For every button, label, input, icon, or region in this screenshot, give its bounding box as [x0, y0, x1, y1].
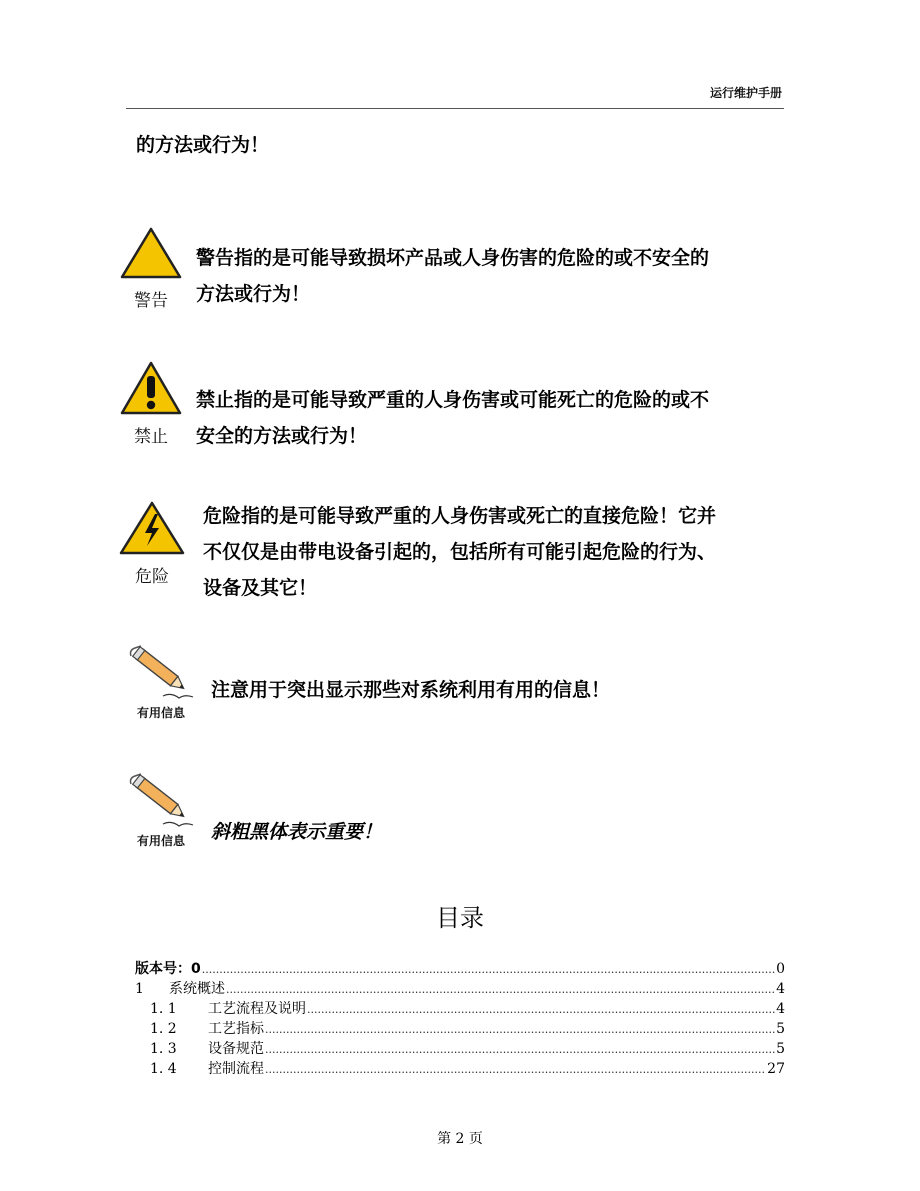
continuation-text: 的方法或行为！ [136, 134, 270, 156]
toc-entry[interactable] [135, 998, 785, 1018]
notice-info-label: 有用信息 [136, 706, 185, 720]
toc-leader-dots [265, 1043, 775, 1056]
notice-prohibit-line: 禁止指的是可能导致严重的人身伤害或可能死亡的危险的或不 [196, 389, 710, 411]
notice-emphasis-label: 有用信息 [136, 834, 185, 848]
notice-danger-label: 危险 [135, 567, 169, 587]
table-of-contents [135, 958, 785, 1078]
notice-prohibit-line: 安全的方法或行为！ [196, 425, 368, 447]
toc-entry-label: 设备规范 [208, 1041, 264, 1057]
notice-danger-line: 设备及其它！ [203, 577, 318, 599]
toc-entry[interactable] [135, 978, 785, 998]
toc-entry-page: 5 [776, 1041, 785, 1057]
toc-entry[interactable] [135, 1038, 785, 1058]
notice-danger-line: 不仅仅是由带电设备引起的，包括所有可能引起危险的行为、 [203, 541, 717, 563]
page-number: 第 2 页 [437, 1131, 483, 1147]
notice-info-line: 注意用于突出显示那些对系统利用有用的信息！ [211, 679, 611, 701]
toc-entry[interactable] [135, 958, 785, 978]
toc-entry-page: 4 [776, 981, 785, 997]
toc-leader-dots [265, 1023, 775, 1036]
toc-entry-label: 版本号：0 [135, 961, 201, 977]
header-divider [126, 108, 784, 109]
notice-emphasis-line: 斜粗黑体表示重要！ [211, 821, 383, 843]
toc-entry[interactable] [135, 1018, 785, 1038]
notice-danger-line: 危险指的是可能导致严重的人身伤害或死亡的直接危险！它并 [203, 505, 717, 527]
warning-triangle-icon [119, 226, 183, 280]
toc-entry-number: 1. 1 [150, 1001, 177, 1017]
toc-entry-number: 1. 3 [150, 1041, 177, 1057]
toc-entry[interactable] [135, 1058, 785, 1078]
toc-entry-label: 工艺流程及说明 [208, 1001, 306, 1017]
toc-entry-page: 4 [776, 1001, 785, 1017]
notice-warning-line: 方法或行为！ [196, 283, 311, 305]
notice-prohibit-label: 禁止 [134, 427, 168, 447]
header-title: 运行维护手册 [709, 86, 782, 100]
toc-leader-dots [202, 963, 775, 976]
toc-entry-page: 27 [767, 1061, 785, 1077]
toc-entry-number: 1. 2 [150, 1021, 177, 1037]
toc-leader-dots [226, 983, 775, 996]
toc-entry-number: 1. 4 [150, 1061, 177, 1077]
toc-entry-page: 0 [776, 961, 785, 977]
toc-entry-label: 系统概述 [169, 981, 225, 997]
toc-entry-label: 控制流程 [208, 1061, 264, 1077]
toc-leader-dots [307, 1003, 775, 1016]
toc-entry-page: 5 [776, 1021, 785, 1037]
pencil-icon [125, 642, 197, 702]
toc-title: 目录 [436, 904, 484, 932]
exclamation-triangle-icon [119, 360, 183, 416]
lightning-triangle-icon [118, 500, 186, 556]
toc-leader-dots [265, 1063, 766, 1076]
pencil-icon [125, 770, 197, 830]
toc-entry-number: 1 [135, 981, 144, 997]
notice-warning-line: 警告指的是可能导致损坏产品或人身伤害的危险的或不安全的 [196, 247, 710, 269]
toc-entry-label: 工艺指标 [208, 1021, 264, 1037]
notice-warning-label: 警告 [134, 291, 168, 311]
